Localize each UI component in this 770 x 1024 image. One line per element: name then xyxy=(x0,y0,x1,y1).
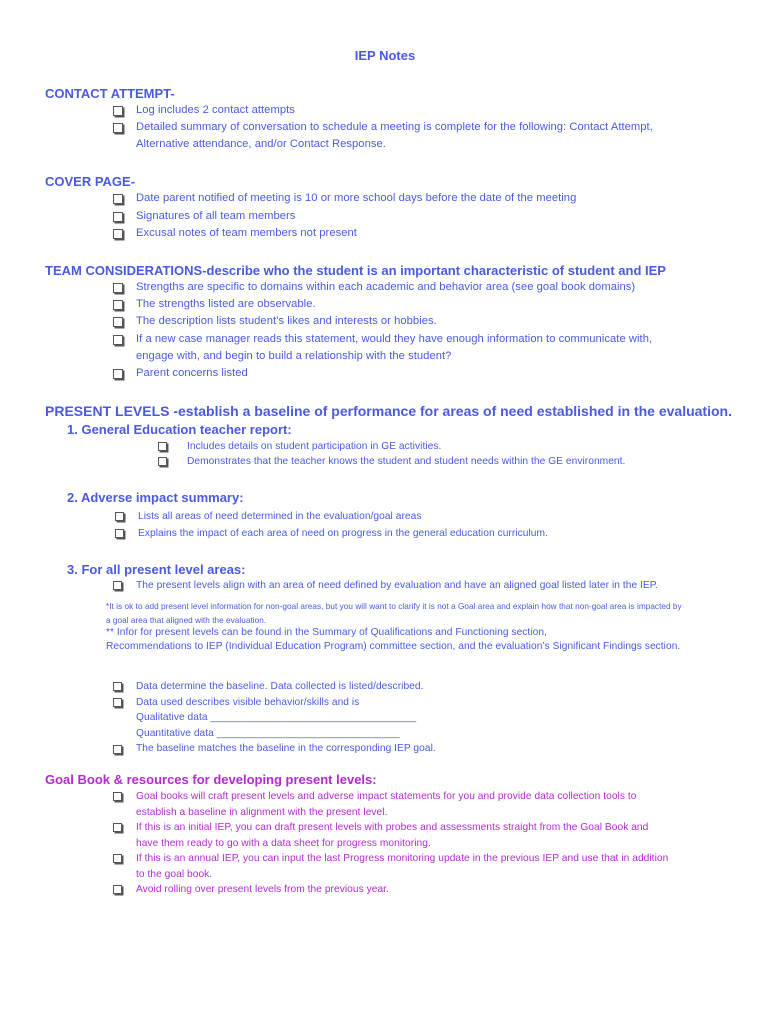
team-item-continued: engage with, and begin to build a relationship with the student? xyxy=(136,350,452,362)
goalbook-item: Goal books will craft present levels and adverse impact statements for you and provide data collection tools to xyxy=(136,791,637,802)
quantitative-data-line[interactable]: Quantitative data ________________________________ xyxy=(136,728,400,739)
checkbox-icon[interactable] xyxy=(158,442,167,451)
checkbox-icon[interactable] xyxy=(113,745,122,754)
s3-note: Recommendations to IEP (Individual Education Program) committee section, and the evaluation’s Significant Findings section. xyxy=(106,641,681,652)
team-item: If a new case manager reads this statement, would they have enough information to communicate with, xyxy=(136,333,653,345)
checkbox-icon[interactable] xyxy=(113,369,123,379)
cover-heading: COVER PAGE- xyxy=(45,174,136,189)
checkbox-icon[interactable] xyxy=(113,885,122,894)
team-item: The description lists student’s likes and interests or hobbies. xyxy=(136,315,437,327)
qualitative-data-line[interactable]: Qualitative data ____________________________________ xyxy=(136,712,417,723)
goalbook-item: If this is an initial IEP, you can draft present levels with probes and assessments straight from the Goal Book and xyxy=(136,822,649,833)
present-s3-heading: 3. For all present level areas: xyxy=(67,562,246,577)
checkbox-icon[interactable] xyxy=(113,581,122,590)
s1-item: Demonstrates that the teacher knows the student and student needs within the GE environment. xyxy=(187,456,626,467)
checkbox-icon[interactable] xyxy=(113,300,123,310)
checkbox-icon[interactable] xyxy=(113,283,123,293)
team-item: Parent concerns listed xyxy=(136,367,248,379)
contact-heading: CONTACT ATTEMPT- xyxy=(45,86,175,101)
page-title: IEP Notes xyxy=(354,48,416,63)
checkbox-icon[interactable] xyxy=(113,123,123,133)
s3-note: ** Infor for present levels can be found in the Summary of Qualifications and Functioning section, xyxy=(106,627,547,638)
checkbox-icon[interactable] xyxy=(113,792,122,801)
contact-item: Detailed summary of conversation to schedule a meeting is complete for the following: Contact Attempt, xyxy=(136,121,653,133)
checkbox-icon[interactable] xyxy=(158,457,167,466)
goalbook-item-continued: establish a baseline in alignment with the present level. xyxy=(136,807,388,818)
goalbook-item: If this is an annual IEP, you can input the last Progress monitoring update in the previous IEP and use that in addition xyxy=(136,853,669,864)
team-heading: TEAM CONSIDERATIONS-describe who the student is an important characteristic of student and IEP xyxy=(45,263,666,278)
checkbox-icon[interactable] xyxy=(113,106,123,116)
checkbox-icon[interactable] xyxy=(113,317,123,327)
s1-item: Includes details on student participation in GE activities. xyxy=(187,441,442,452)
team-item: The strengths listed are observable. xyxy=(136,298,316,310)
checkbox-icon[interactable] xyxy=(115,512,124,521)
s3-item: The present levels align with an area of need defined by evaluation and have an aligned goal listed later in the IEP. xyxy=(136,580,659,591)
team-item: Strengths are specific to domains within each academic and behavior area (see goal book domains) xyxy=(136,281,636,293)
present-s1-heading: 1. General Education teacher report: xyxy=(67,422,292,437)
cover-item: Date parent notified of meeting is 10 or more school days before the date of the meeting xyxy=(136,192,577,204)
s2-item: Lists all areas of need determined in the evaluation/goal areas xyxy=(138,511,422,522)
checkbox-icon[interactable] xyxy=(115,529,124,538)
s3-note: *It is ok to add present level information for non-goal areas, but you will want to clarify it is not a Goal area and explain how that non-goal area is impacted by xyxy=(106,602,682,611)
checkbox-icon[interactable] xyxy=(113,823,122,832)
checkbox-icon[interactable] xyxy=(113,698,122,707)
s3-data-item: The baseline matches the baseline in the corresponding IEP goal. xyxy=(136,743,436,754)
s3-note: a goal area that aligned with the evaluation. xyxy=(106,616,267,625)
cover-item: Signatures of all team members xyxy=(136,210,296,222)
s2-item: Explains the impact of each area of need on progress in the general education curriculum. xyxy=(138,528,548,539)
goalbook-heading: Goal Book & resources for developing present levels: xyxy=(45,772,377,787)
checkbox-icon[interactable] xyxy=(113,335,123,345)
checkbox-icon[interactable] xyxy=(113,229,123,239)
checkbox-icon[interactable] xyxy=(113,212,123,222)
goalbook-item-continued: to the goal book. xyxy=(136,869,213,880)
present-heading: PRESENT LEVELS -establish a baseline of performance for areas of need established in the evaluation. xyxy=(45,403,732,419)
cover-item: Excusal notes of team members not present xyxy=(136,227,357,239)
goalbook-item: Avoid rolling over present levels from the previous year. xyxy=(136,884,389,895)
checkbox-icon[interactable] xyxy=(113,854,122,863)
s3-data-item: Data used describes visible behavior/skills and is xyxy=(136,697,360,708)
s3-data-item: Data determine the baseline. Data collected is listed/described. xyxy=(136,681,424,692)
present-s2-heading: 2. Adverse impact summary: xyxy=(67,490,244,505)
contact-item-continued: Alternative attendance, and/or Contact Response. xyxy=(136,138,386,150)
checkbox-icon[interactable] xyxy=(113,682,122,691)
goalbook-item-continued: have them ready to go with a data sheet for progress monitoring. xyxy=(136,838,431,849)
checkbox-icon[interactable] xyxy=(113,194,123,204)
contact-item: Log includes 2 contact attempts xyxy=(136,104,295,116)
